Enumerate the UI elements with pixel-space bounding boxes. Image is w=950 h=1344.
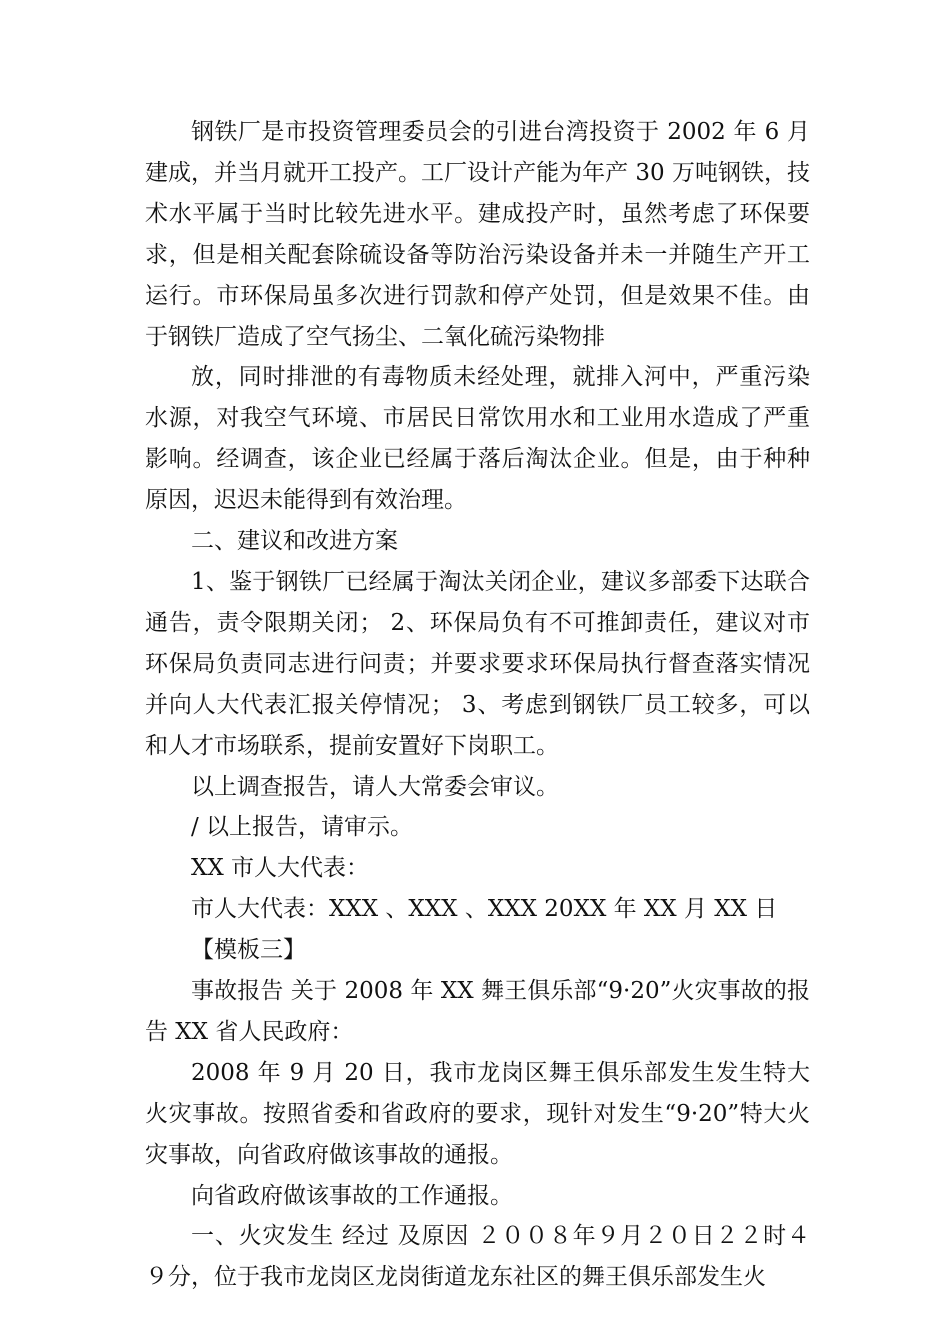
paragraph-pollution-impact: 放，同时排泄的有毒物质未经处理，就排入河中，严重污染水源，对我空气环境、市居民日常饮用水和工业用水造成了严重影响。经调查，该企业已经属于落后淘汰企业。但是，由于种种原因，迟迟未能得到有效治理。	[145, 364, 810, 514]
paragraph-review-request: 以上调查报告，请人大常委会审议。	[191, 773, 559, 800]
paragraph-fire-summary: 2008 年 9 月 20 日，我市龙岗区舞王俱乐部发生发生特大火灾事故。按照省委和省政府的要求，现针对发生“9·20”特大火灾事故，向省政府做该事故的通报。	[145, 1059, 810, 1168]
paragraph-signature-date: 市人大代表：XXX 、XXX 、XXX 20XX 年 XX 月 XX 日	[191, 896, 778, 923]
paragraph-steel-plant-background: 钢铁厂是市投资管理委员会的引进台湾投资于 2002 年 6 月建成，并当月就开工投产。工厂设计产能为年产 30 万吨钢铁，技术水平属于当时比较先进水平。建成投产时，虽然考虑了环保要求，但是相关配套除硫设备等防治污染设备并未一并随生产开工运行。市环保局虽多次进行罚款和停产处罚，但是效果不佳。由于钢铁厂造成了空气扬尘、二氧化硫污染物排	[145, 119, 810, 350]
paragraph-report-instruction: / 以上报告，请审示。	[191, 814, 414, 841]
paragraph-accident-report-title: 事故报告 关于 2008 年 XX 舞王俱乐部“9·20”火灾事故的报告 XX 省人民政府：	[145, 978, 810, 1045]
paragraph-fire-cause: 一、火灾发生 经过 及原因 ２００８年９月２０日２２时４９分，位于我市龙岗区龙岗街道龙东社区的舞王俱乐部发生火	[145, 1223, 810, 1291]
paragraph-city-representative: XX 市人大代表：	[191, 855, 370, 882]
paragraph-work-notice: 向省政府做该事故的工作通报。	[191, 1182, 513, 1209]
paragraph-suggestions: 1、鉴于钢铁厂已经属于淘汰关闭企业，建议多部委下达联合通告，责令限期关闭； 2、环保局负有不可推卸责任，建议对市环保局负责同志进行问责；并要求要求环保局执行督查落实情况并向人大代表汇报关停情况； 3、考虑到钢铁厂员工较多，可以和人才市场联系，提前安置好下岗职工。	[145, 568, 810, 759]
template-three-heading: 【模板三】	[191, 937, 306, 964]
document-body	[145, 112, 810, 1298]
section-heading-suggestions: 二、建议和改进方案	[191, 528, 398, 555]
